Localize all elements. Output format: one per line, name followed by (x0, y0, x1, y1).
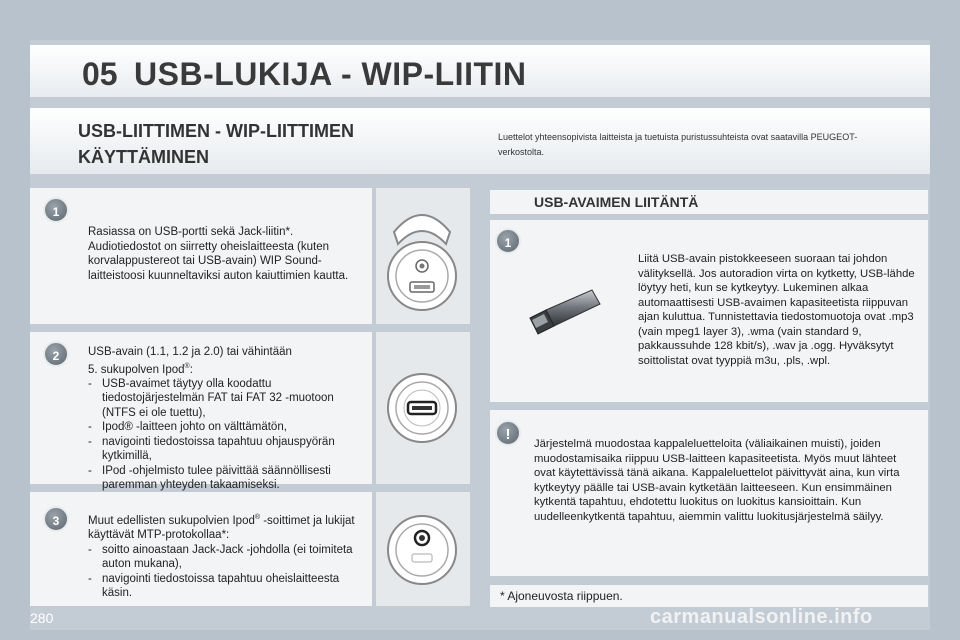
warning-text: Järjestelmä muodostaa kappaleluetteloita (väliaikainen muisti), joiden muodostamisaika riippuu USB-laitteen kapasiteetista. Myös muut lähteet ovat käytettävissä tänä aikana. Kappaleluettelot päivittyvät aina, kun virta kytkeytyy päälle tai USB-avain kytketään laitteeseen. Kun ensimmäinen kytkentä tapahtuu, ehdotettu luokitus on luokitus kansioittain. Kun uudelleenkytkentä tapahtuu, aiemmin valittu luokitusjärjestelmä säilyy. (534, 438, 900, 523)
list-item: - USB-avaimet täytyy olla koodattu tiedostojärjestelmän FAT tai FAT 32 -muotoon (NTFS ei ole tuettu), (88, 377, 334, 419)
jack-usb-socket-open-icon (376, 188, 470, 324)
registered-mark: ® (254, 514, 261, 521)
list-item: - navigointi tiedostoissa tapahtuu oheislaitteesta käsin. (88, 572, 340, 600)
chapter-number: 05 (82, 56, 118, 92)
watermark: carmanualsonline.info (650, 606, 873, 628)
page-number: 280 (30, 610, 54, 626)
chapter-title: USB-LUKIJA - WIP-LIITIN (134, 56, 527, 92)
step-1-paragraph-1: Rasiassa on USB-portti sekä Jack-liitin*. (88, 226, 294, 238)
step-1-paragraph-2: Audiotiedostot on siirretty oheislaitteesta (kuten korvalappustereot tai USB-avain) WIP Sound-laitteistoosi kuunneltaviksi auton kaiuttimien kautta. (88, 240, 349, 282)
registered-mark: ® (184, 362, 190, 370)
step-2-intro-line (88, 360, 364, 377)
list-item: - soitto ainoastaan Jack-Jack -johdolla (ei toimiteta auton mukana), (88, 543, 353, 571)
section-title: USB-LIITTIMEN - WIP-LIITTIMEN KÄYTTÄMINEN (78, 121, 354, 167)
warning-badge: ! (495, 420, 521, 446)
list-item: - Ipod® -laitteen johto on välttämätön, (88, 421, 287, 434)
usb-socket-icon (376, 332, 470, 484)
step-2-intro-a: USB-avain (1.1, 1.2 ja 2.0) tai vähintään (88, 346, 292, 358)
usb-connection-text: Liitä USB-avain pistokkeeseen suoraan tai johdon välityksellä. Jos autoradion virta on kytketty, USB-lähde löytyy heti, kun se kytkeytyy. Lukeminen alkaa automaattisesti USB-avaimen kapasiteetista riippuvan ajan kuluttua. Tunnistettavia tiedostomuotoja ovat .mp3 (vain mpeg1 layer 3), .wma (vain standard 9, pakkaussuhde 128 kbit/s), .wav ja .ogg. Hyväksytyt soittolistat ovat tyyppiä m3u, .pls, .wpl. (638, 253, 915, 367)
step-2-image-panel (376, 332, 470, 484)
usb-step-badge: 1 (495, 228, 521, 254)
step-3-text (88, 511, 364, 601)
list-item: - navigointi tiedostoissa tapahtuu ohjauspyörän kytkimillä, (88, 435, 335, 463)
step-2-intro-c: : (189, 363, 193, 376)
right-section-title: USB-AVAIMEN LIITÄNTÄ (534, 194, 699, 210)
step-1-badge: 1 (43, 197, 69, 223)
step-3-image-panel (376, 492, 470, 606)
step-3-intro: Muut edellisten sukupolvien Ipod® -soittimet ja lukijat käyttävät MTP-protokollaa*: (88, 514, 355, 542)
section-note: Luettelot yhteensopivista laitteista ja tuetuista puristussuhteista ovat saatavilla PEUGEOT-verkostolta. (498, 132, 858, 157)
step-1-image-panel (376, 188, 470, 324)
usb-stick-icon (520, 282, 610, 342)
step-2-intro-b: 5. sukupolven Ipod (88, 363, 185, 376)
jack-socket-icon (376, 492, 470, 606)
step-2-text (88, 345, 364, 493)
step-3-badge: 3 (43, 506, 69, 532)
step-1-text (88, 225, 356, 283)
step-2-badge: 2 (43, 341, 69, 367)
list-item: - IPod -ohjelmisto tulee päivittää säännöllisesti paremman yhteyden takaamiseksi. (88, 464, 331, 492)
footnote: * Ajoneuvosta riippuen. (500, 589, 623, 603)
